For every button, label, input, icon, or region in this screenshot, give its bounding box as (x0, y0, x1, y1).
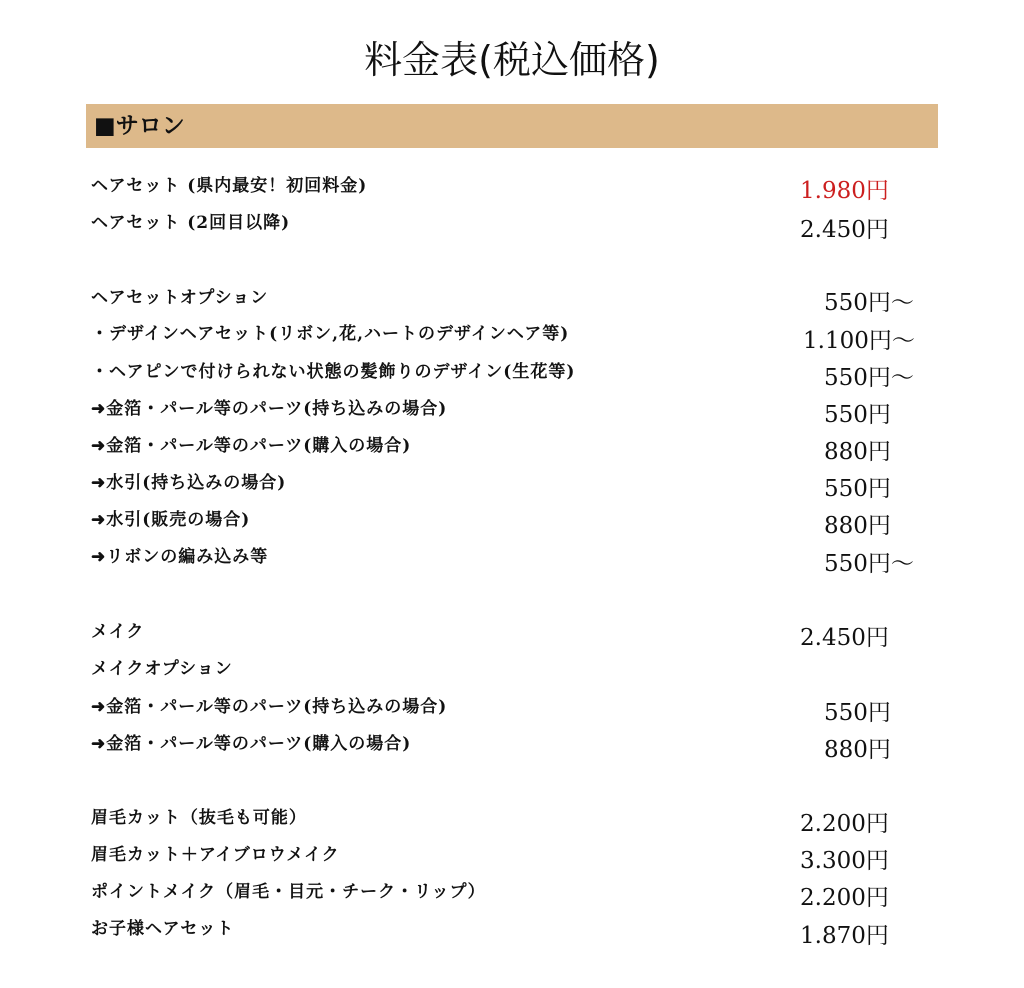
item-price-point-makeup: 2.200円 (800, 885, 889, 911)
item-price-hair-ornament-design: 550円～ (824, 365, 914, 391)
item-label-mizuhiki-sale: ➜水引(販売の場合) (91, 510, 251, 530)
item-label-hairset-option: ヘアセットオプション (91, 288, 269, 308)
item-label-makeup-parts-bring: ➜金箔・パール等のパーツ(持ち込みの場合) (91, 697, 448, 717)
item-label-hair-ornament-design: ・ヘアピンで付けられない状態の髪飾りのデザイン(生花等) (91, 362, 576, 382)
item-label-hairset-first: ヘアセット (県内最安！初回料金) (91, 176, 368, 196)
item-price-makeup: 2.450円 (800, 625, 889, 651)
item-label-makeup-option: メイクオプション (91, 659, 233, 679)
item-price-hairset-repeat: 2.450円 (800, 217, 889, 243)
item-price-kids-hairset: 1.870円 (800, 923, 889, 949)
item-label-ribbon-braiding: ➜リボンの編み込み等 (91, 547, 269, 567)
item-price-hair-parts-bring: 550円 (824, 402, 891, 428)
item-price-eyebrow-cut-makeup: 3.300円 (800, 848, 889, 874)
item-label-hair-parts-bring: ➜金箔・パール等のパーツ(持ち込みの場合) (91, 399, 448, 419)
item-label-design-hairset: ・デザインヘアセット(リボン,花,ハートのデザインヘア等) (91, 324, 570, 344)
item-label-hair-parts-buy: ➜金箔・パール等のパーツ(購入の場合) (91, 436, 412, 456)
section-header-salon: ■サロン (86, 104, 938, 148)
item-price-hairset-option: 550円～ (824, 290, 914, 316)
page-title: 料金表(税込価格) (364, 38, 660, 82)
item-price-makeup-parts-buy: 880円 (824, 737, 891, 763)
item-label-hairset-repeat: ヘアセット (2回目以降) (91, 213, 291, 233)
item-price-mizuhiki-sale: 880円 (824, 513, 891, 539)
item-price-hair-parts-buy: 880円 (824, 439, 891, 465)
item-price-hairset-first: 1.980円 (800, 178, 889, 204)
item-label-kids-hairset: お子様ヘアセット (91, 919, 235, 939)
item-label-makeup: メイク (91, 622, 145, 642)
item-label-makeup-parts-buy: ➜金箔・パール等のパーツ(購入の場合) (91, 734, 412, 754)
item-price-ribbon-braiding: 550円～ (824, 551, 914, 577)
item-label-point-makeup: ポイントメイク（眉毛・目元・チーク・リップ） (91, 882, 486, 902)
item-label-mizuhiki-bring: ➜水引(持ち込みの場合) (91, 473, 287, 493)
item-price-mizuhiki-bring: 550円 (824, 476, 891, 502)
item-price-eyebrow-cut: 2.200円 (800, 811, 889, 837)
item-price-makeup-parts-bring: 550円 (824, 700, 891, 726)
item-label-eyebrow-cut-makeup: 眉毛カット＋アイブロウメイク (91, 845, 340, 865)
item-label-eyebrow-cut: 眉毛カット（抜毛も可能） (91, 808, 307, 828)
item-price-design-hairset: 1.100円～ (803, 328, 915, 354)
